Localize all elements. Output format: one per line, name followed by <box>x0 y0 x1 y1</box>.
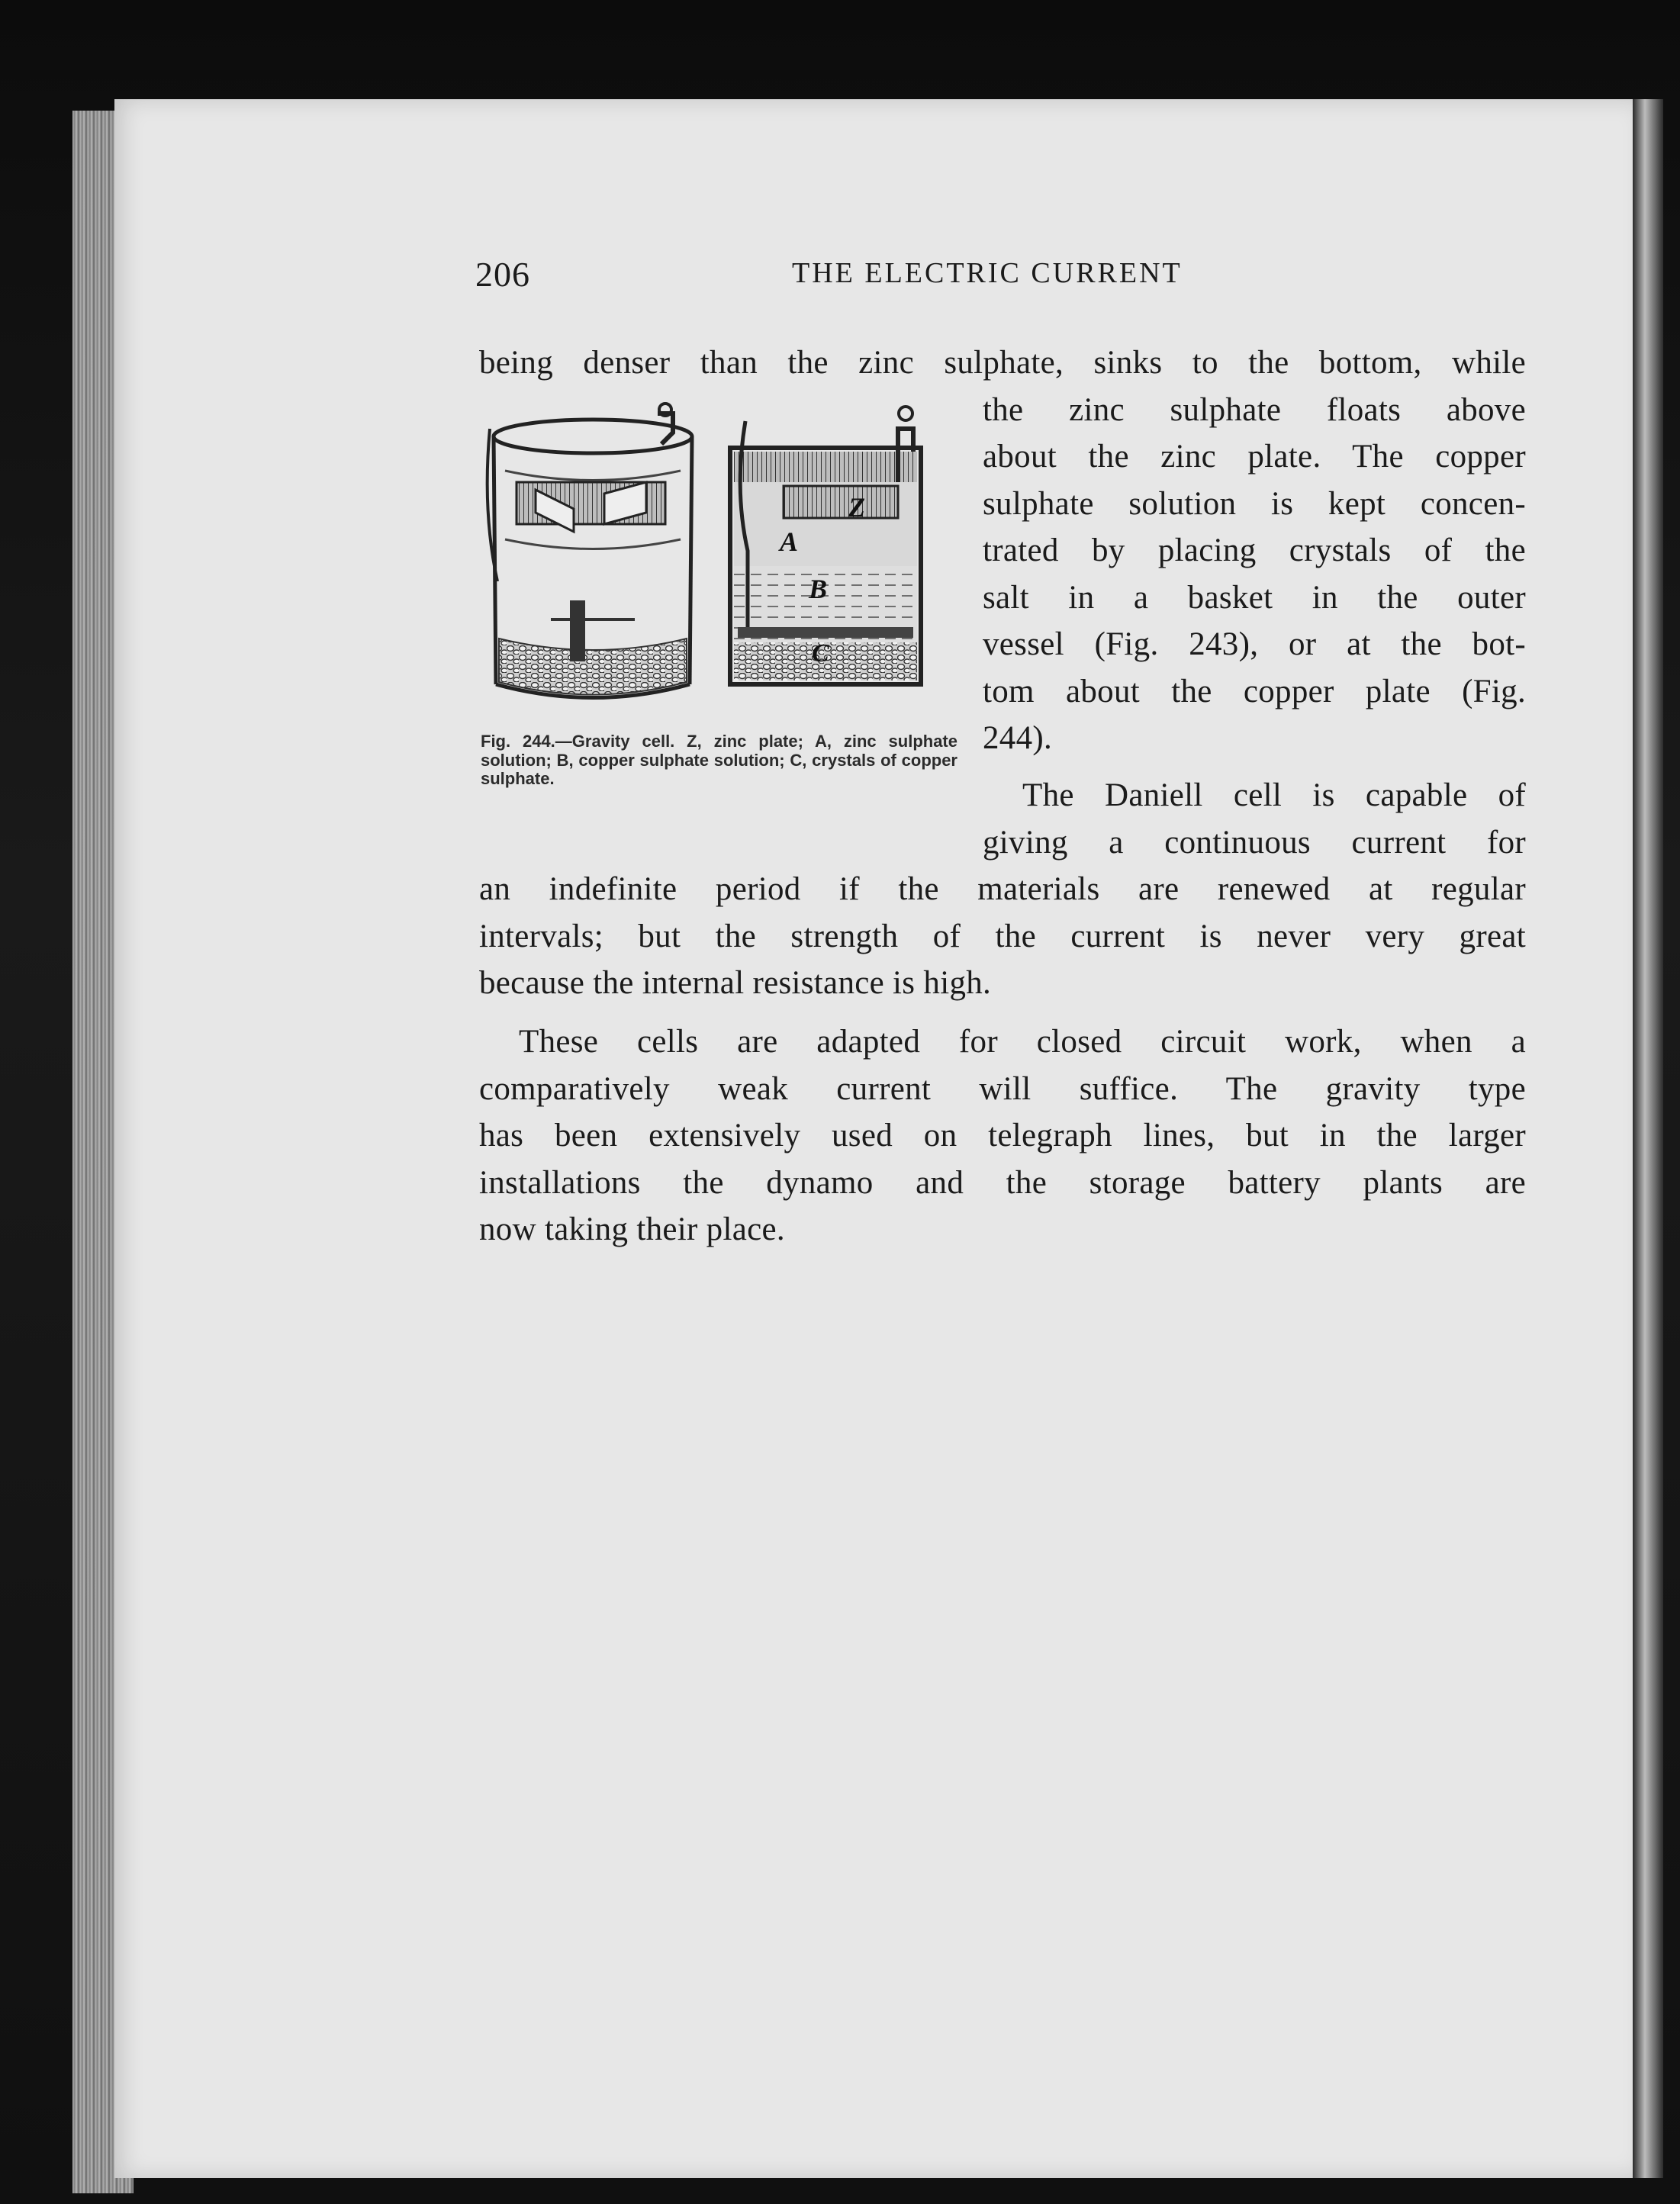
jar-illustration <box>488 404 692 698</box>
cross-section-illustration <box>730 407 921 684</box>
text-line: intervals; but the strength of the current is never very great <box>479 919 1526 954</box>
text-line: giving a continuous current for <box>983 825 1526 861</box>
text-line: These cells are adapted for closed circuit work, when a <box>519 1024 1526 1060</box>
text-line: an indefinite period if the materials are renewed at regular <box>479 871 1526 907</box>
binding-edge <box>1633 99 1663 2178</box>
label-zinc-sulphate: A <box>780 526 799 557</box>
text-line: vessel (Fig. 243), or at the bot- <box>983 626 1526 662</box>
label-copper-sulphate: B <box>809 574 828 604</box>
running-head: THE ELECTRIC CURRENT <box>792 257 1183 289</box>
text-line: the zinc sulphate floats above <box>983 392 1526 428</box>
text-line: about the zinc plate. The copper <box>983 439 1526 475</box>
label-crystals: C <box>812 639 829 668</box>
text-line: salt in a basket in the outer <box>983 580 1526 616</box>
text-line: now taking their place. <box>479 1211 785 1247</box>
text-line: sulphate solution is kept concen- <box>983 486 1526 522</box>
text-line: 244). <box>983 720 1053 756</box>
label-zinc-plate: Z <box>848 492 865 523</box>
text-line: trated by placing crystals of the <box>983 532 1526 568</box>
text-line: The Daniell cell is capable of <box>1022 777 1526 813</box>
figure-caption: Fig. 244.—Gravity cell. Z, zinc plate; A, zinc sulphate solution; B, copper sulphate solution; C, crystals of copper sulphate. <box>481 732 957 788</box>
text-line: tom about the copper plate (Fig. <box>983 674 1526 709</box>
text-line: being denser than the zinc sulphate, sinks to the bottom, while <box>479 345 1526 381</box>
text-line: because the internal resistance is high. <box>479 965 992 1001</box>
page-number: 206 <box>475 255 530 294</box>
text-line: installations the dynamo and the storage battery plants are <box>479 1165 1526 1201</box>
text-line: has been extensively used on telegraph lines, but in the larger <box>479 1118 1526 1153</box>
text-line: comparatively weak current will suffice. The gravity type <box>479 1071 1526 1107</box>
gravity-cell-figure <box>482 398 936 719</box>
